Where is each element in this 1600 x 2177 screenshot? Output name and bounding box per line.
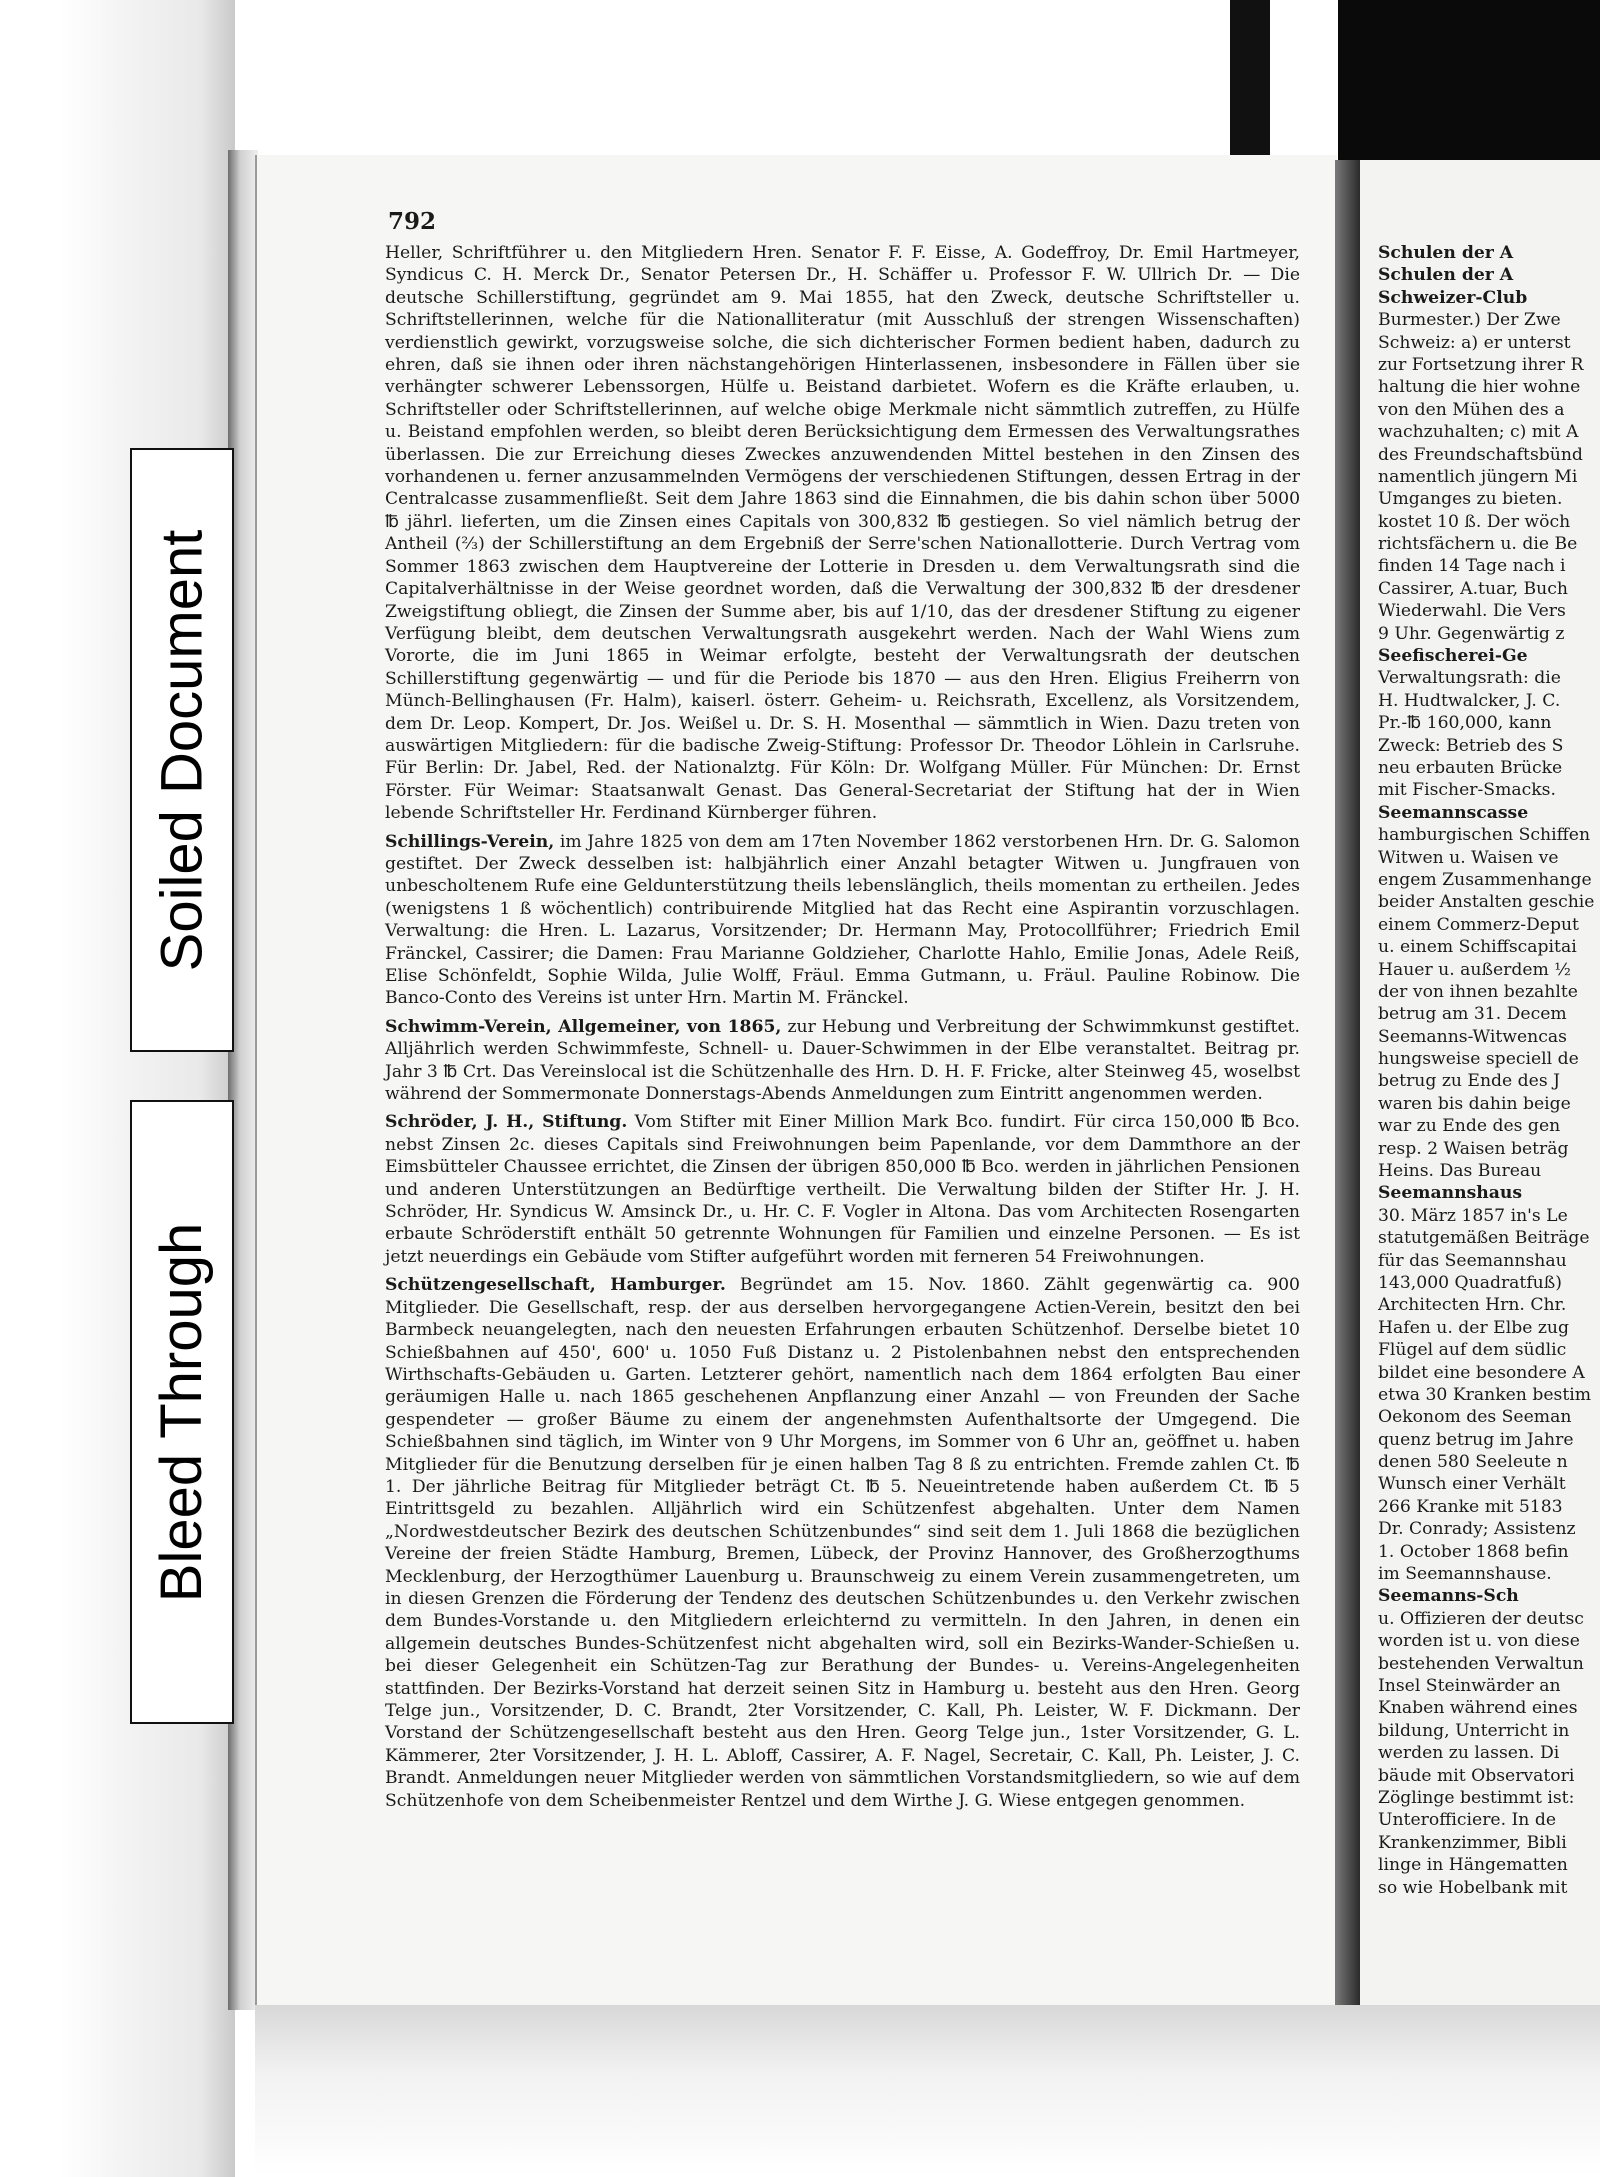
right-column-line: waren bis dahin beige [1378,1093,1571,1114]
right-column-line: resp. 2 Waisen beträg [1378,1138,1569,1159]
right-column-line: der von ihnen bezahlte [1378,981,1578,1002]
right-column-line: Pr.-℔ 160,000, kann [1378,713,1552,734]
right-column-line: Dr. Conrady; Assistenz [1378,1519,1576,1540]
right-column-line: Wunsch einer Verhält [1378,1474,1566,1495]
right-column-line: 266 Kranke mit 5183 [1378,1496,1563,1517]
right-column-line: mit Fischer-Smacks. [1378,780,1556,801]
right-column-line: Zöglinge bestimmt ist: [1378,1787,1575,1808]
right-column-line: Schulen der A [1378,265,1514,286]
right-column-line: von den Mühen des a [1378,399,1565,420]
right-column-line: Seemanns-Witwencas [1378,1026,1567,1047]
right-column-line: beider Anstalten geschie [1378,892,1595,913]
right-column-line: 30. März 1857 in's Le [1378,1205,1568,1226]
right-column-line: so wie Hobelbank mit [1378,1877,1568,1898]
entry-paragraph [385,831,1300,1010]
right-column-line: Wiederwahl. Die Vers [1378,601,1566,622]
right-column-line: denen 580 Seeleute n [1378,1452,1568,1473]
entry-body: Begründet am 15. Nov. 1860. Zählt gegenwärtig ca. 900 Mitglieder. Die Gesellschaft, resp. der aus derselben hervorgegangene Actien-Verein, besitzt den bei Barmbeck neuangelegten, nach den neuesten Erfahrungen erbauten Schützenhof. Derselbe bietet 10 Schießbahnen auf 450', 600' u. 1050 Fuß Distanz u. 2 Pistolenbahnen nebst den entsprechenden Wirthschafts-Gebäuden u. Garten. Letzterer gehört, namentlich nach dem 1864 erfolgten Bau einer geräumigen Halle u. nach 1865 geschehenen Anpflanzung einer Anzahl — von Freunden der Sache gespendeter — großer Bäume zu einem der angenehmsten Aufenthaltsorte der Umgegend. Die Schießbahnen sind täglich, im Winter von 9 Uhr Morgens, im Sommer von 6 Uhr an, geöffnet u. haben Mitglieder für die Benutzung derselben für je einen halben Tag 8 ß zu entrichten. Fremde zahlen Ct. ℔ 1. Der jährliche Beitrag für Mitglieder beträgt Ct. ℔ 5. Neueintretende haben außerdem Ct. ℔ 5 Eintrittsgeld zu bezahlen. Alljährlich wird ein Schützenfest abgehalten. Unter dem Namen „Nordwestdeutscher Bezirk des deutschen Schützenbundes“ sind seit dem 1. Juli 1868 die bezüglichen Vereine der freien Städte Hamburg, Bremen, Lübeck, der Provinz Hannover, des Großherzogthums Mecklenburg, der Herzogthümer Lauenburg u. Braunschweig zu einem Verein zusammengetreten, um in diesen Grenzen die Förderung der Tendenz des deutschen Schützenbundes u. den Verkehr zwischen dem Bundes-Vorstande u. den Mitgliedern erleichternd zu vermitteln. In den Jahren, in denen ein allgemein deutsches Bundes-Schützenfest nicht abgehalten wird, soll ein Bezirks-Wander-Schießen u. bei dieser Gelegenheit ein Schützen-Tag zur Berathung der Bundes- u. Vereins-Angelegenheiten stattfinden. Der Bezirks-Vorstand hat derzeit seinen Sitz in Hamburg u. besteht aus den Hren. Georg Telge jun., Vorsitzender, D. C. Brandt, 2ter Vorsitzender, C. Kall, Ph. Leister, W. F. Dickmann. Der Vorstand der Schützengesellschaft besteht aus den Hren. Georg Telge jun., 1ster Vorsitzender, G. L. Kämmerer, 2ter Vorsitzender, J. H. L. Abloff, Cassirer, A. F. Nagel, Secretair, C. Kall, Ph. Leister, J. C. Brandt. Anmeldungen neuer Mitglieder werden von sämmtlichen Vorstandsmitgliedern, so wie auf dem Schützenhofe von dem Scheibenmeister Rentzel und dem Wirthe J. G. Wiese entgegen genommen. [385,1275,1300,1811]
book-spine [1335,160,1360,2010]
right-column-line: Hauer u. außerdem ½ [1378,959,1571,980]
right-column-line: 1. October 1868 befin [1378,1541,1569,1562]
right-page [1360,160,1600,2010]
entry-body: Vom Stifter mit Einer Million Mark Bco. fundirt. Für circa 150,000 ℔ Bco. nebst Zinsen 2c. dieses Capitals sind Freiwohnungen beim Papenlande, vor dem Dammthore an der Eimsbütteler Chaussee errichtet, die Zinsen der übrigen 850,000 ℔ Bco. werden in jährlichen Pensionen und anderen Unterstützungen an Bedürftige vertheilt. Die Verwaltung bilden der Stifter Hr. J. H. Schröder, Hr. Syndicus W. Amsinck Dr., u. Hr. C. F. Vogler in Altona. Das vom Architecten Rosengarten erbaute Schröderstift enthält 50 getrennte Wohnungen für Familien und einzelne Personen. — Es ist jetzt neuerdings ein Gebäude vom Stifter aufgeführt worden mit ferneren 54 Freiwohnungen. [385,1112,1301,1267]
entry-heading: Schützengesellschaft, Hamburger. [385,1275,726,1296]
right-column-line: hamburgischen Schiffen [1378,825,1591,846]
right-column-line: engem Zusammenhange [1378,869,1592,890]
right-column-line: Zweck: Betrieb des S [1378,735,1564,756]
entry-body: Heller, Schriftführer u. den Mitgliedern Hren. Senator F. F. Eisse, A. Godeffroy, Dr. Emil Hartmeyer, Syndicus C. H. Merck Dr., Senator Petersen Dr., H. Schäffer u. Professor F. W. Ullrich Dr. — Die deutsche Schillerstiftung, gegründet am 9. Mai 1855, hat den Zweck, deutsche Schriftsteller u. Schriftstellerinnen, welche für die Nationalliteratur (mit Ausschluß der strengen Wissenschaften) verdienstlich gewirkt, vorzugsweise solche, die sich dichterischer Formen bedient haben, dadurch zu ehren, daß sie ihnen oder ihren nächstangehörigen Hinterlassenen, insbesondere in Fällen über sie verhängter schwerer Lebenssorgen, Hülfe u. Beistand darbietet. Wofern es die Kräfte erlauben, u. Schriftsteller oder Schriftstellerinnen, auf welche obige Merkmale nicht sämmtlich zutreffen, zu Hülfe u. Beistand empfohlen werden, so bleibt deren Berücksichtigung dem Ermessen des Verwaltungsrathes überlassen. Die zur Erreichung dieses Zweckes anzuwendenden Mittel bestehen in den Zinsen des vorhandenen u. ferner anzusammelnden Vermögens der verschiedenen Stiftungen, dessen Ertrag in der Centralcasse zusammenfließt. Seit dem Jahre 1863 sind die Einnahmen, die bis dahin schon über 5000 ℔ jährl. lieferten, um die Zinsen eines Capitals von 300,832 ℔ gestiegen. So viel nämlich betrug der Antheil (⅔) der Schillerstiftung an dem Ergebniß der Serre'schen Nationallotterie. Durch Vertrag vom Sommer 1863 zwischen dem Hauptvereine der Lotterie in Dresden u. dem Verwaltungsrath sind die Capitalverhältnisse in der Weise geordnet worden, daß die Verwaltung der 300,832 ℔ der dresdener Zweigstiftung obliegt, die Zinsen der Summe aber, bis auf 1/10, das der dresdener Stiftung zu eigener Verfügung bleibt, dem deutschen Verwaltungsrath ausgekehrt werden. Nach der Wahl Wiens zum Vororte, die im Juni 1865 in Weimar erfolgte, besteht der Verwaltungsrath der deutschen Schillerstiftung gegenwärtig — und für die Periode bis 1870 — aus den Hren. Eligius Freiherrn von Münch-Bellinghausen (Fr. Halm), kaiserl. österr. Geheim- u. Reichsrath, Excellenz, als Vorsitzendem, dem Dr. Leop. Kompert, Dr. Jos. Weißel u. Dr. S. H. Mosenthal — sämmtlich in Wien. Dazu treten von auswärtigen Mitgliedern: für die badische Zweig-Stiftung: Professor Dr. Theodor Löhlein in Carlsruhe. Für Berlin: Dr. Jabel, Red. der Nationalztg. Für Köln: Dr. Wolfgang Müller. Für München: Dr. Ernst Förster. Für Weimar: Staatsanwalt Genast. Das General-Secretariat der Stiftung hat der in Wien lebende Schriftsteller Hr. Ferdinand Kürnberger führen. [385,243,1300,824]
right-column-line: statutgemäßen Beiträge [1378,1228,1590,1249]
book-edge-shadow [228,150,258,2010]
right-column-line: betrug am 31. Decem [1378,1004,1567,1025]
right-column-line: werden zu lassen. Di [1378,1743,1560,1764]
right-column-line: Krankenzimmer, Bibli [1378,1832,1567,1853]
right-column-line: linge in Hängematten [1378,1855,1568,1876]
right-column-line: bildung, Unterricht in [1378,1720,1570,1741]
right-column-line: für das Seemannshau [1378,1250,1567,1271]
right-column-line: quenz betrug im Jahre [1378,1429,1574,1450]
entry-body: zur Hebung und Verbreitung der Schwimmkunst gestiftet. Alljährlich werden Schwimmfeste, Schnell- u. Dauer-Schwimmen in der Elbe veranstaltet. Beitrag pr. Jahr 3 ℔ Crt. Das Vereinslocal ist die Schützenhalle des Hrn. D. H. F. Fricke, alter Steinweg 45, woselbst während der Sommermonate Donnerstags-Abends Anmeldungen zum Eintritt angenommen werden. [385,1016,1300,1105]
soiled-document-label-text: Soiled Document [149,529,215,971]
right-column-line: Witwen u. Waisen ve [1378,847,1559,868]
right-column-line: bildet eine besondere A [1378,1362,1585,1383]
entry-paragraph [385,1016,1300,1106]
right-column-line: Flügel auf dem südlic [1378,1340,1567,1361]
right-column-line: war zu Ende des gen [1378,1116,1561,1137]
right-column-line: finden 14 Tage nach i [1378,556,1566,577]
right-column-line: etwa 30 Kranken bestim [1378,1384,1592,1405]
right-column-line: bestehenden Verwaltun [1378,1653,1584,1674]
right-column-line: u. einem Schiffscapitai [1378,937,1577,958]
right-column-line: neu erbauten Brücke [1378,757,1563,778]
right-column-line: Seemannshaus [1378,1183,1523,1204]
right-column-line: Burmester.) Der Zwe [1378,310,1561,331]
right-column-line: hungsweise speciell de [1378,1049,1579,1070]
right-column-line: des Freundschaftsbünd [1378,444,1583,465]
right-column-line: Seefischerei-Ge [1378,646,1528,667]
right-column-line: 143,000 Quadratfuß) [1378,1272,1562,1293]
right-column-line: Hafen u. der Elbe zug [1378,1317,1569,1338]
soiled-document-label [130,448,234,1052]
right-column-line: namentlich jüngern Mi [1378,466,1578,487]
right-column-line: Architecten Hrn. Chr. [1378,1295,1567,1316]
right-column-line: richtsfächern u. die Be [1378,534,1578,555]
entry-body: im Jahre 1825 von dem am 17ten November 1862 verstorbenen Hrn. Dr. G. Salomon gestiftet. Der Zweck desselben ist: halbjährlich einer Anzahl betagter Witwen u. Jungfrauen von unbescholtenem Rufe eine Geldunterstützung theils lebenslänglich, theils momentan zu ertheilen. Jedes (wenigstens 1 ß wöchentlich) contribuirende Mitglied hat das Recht eine Aspirantin vorzuschlagen. Verwaltung: die Hren. L. Lazarus, Vorsitzender; Dr. Hermann May, Protocollführer; Friedrich Emil Fränckel, Cassirer; die Damen: Frau Marianne Goldzieher, Charlotte Hahlo, Emilie Jonas, Adele Reiß, Elise Schönfeldt, Sophie Wilda, Julie Wolff, Fräul. Emma Gutmann, u. Fräul. Pauline Robinow. Die Banco-Conto des Vereins ist unter Hrn. Martin M. Fränckel. [385,831,1301,1009]
bleed-through-label-text: Bleed Through [149,1222,215,1602]
right-column-line: 9 Uhr. Gegenwärtig z [1378,623,1565,644]
main-text-column [385,242,1300,1818]
right-column-text [1378,242,1600,1899]
right-column-line: Seemannscasse [1378,802,1529,823]
right-column-line: worden ist u. von diese [1378,1631,1580,1652]
right-column-line: betrug zu Ende des J [1378,1071,1561,1092]
right-column-line: Insel Steinwärder an [1378,1676,1561,1696]
right-column-line: Unterofficiere. In de [1378,1810,1557,1831]
right-column-line: Oekonom des Seeman [1378,1407,1572,1428]
right-column-line: Schulen der A [1378,243,1514,263]
scan-dark-corner [1338,0,1600,180]
entry-heading: Schwimm-Verein, Allgemeiner, von 1865, [385,1016,782,1037]
scan-dark-strip [1230,0,1270,165]
right-column-line: Umganges zu bieten. [1378,489,1563,510]
right-column-line: Heins. Das Bureau [1378,1161,1542,1182]
entry-heading: Schröder, J. H., Stiftung. [385,1112,628,1133]
right-column-line: Cassirer, A.tuar, Buch [1378,578,1568,599]
right-column-line: haltung die hier wohne [1378,377,1581,398]
right-column-line: Verwaltungsrath: die [1378,668,1561,689]
right-column-line: kostet 10 ß. Der wöch [1378,511,1571,532]
right-column-line: wachzuhalten; c) mit A [1378,422,1579,443]
right-column-line: Schweizer-Club [1378,287,1528,308]
right-column-line: bäude mit Observatori [1378,1765,1575,1786]
right-column-line: zur Fortsetzung ihrer R [1378,354,1584,375]
right-column-line: Knaben während eines [1378,1698,1578,1719]
right-column-line: Schweiz: a) er unterst [1378,332,1571,353]
bleed-through-label [130,1100,234,1724]
right-column-line: Seemanns-Sch [1378,1586,1519,1607]
entry-paragraph [385,1111,1300,1268]
entry-paragraph [385,242,1300,825]
page-number: 792 [388,208,437,235]
right-column-line: u. Offizieren der deutsc [1378,1608,1584,1629]
right-column-line: einem Commerz-Deput [1378,914,1579,935]
entry-paragraph [385,1274,1300,1812]
right-column-line: im Seemannshause. [1378,1564,1552,1585]
scan-background-left [0,0,235,2177]
right-column-line: H. Hudtwalcker, J. C. [1378,690,1561,711]
scan-bottom-edge [255,2005,1600,2177]
entry-heading: Schillings-Verein, [385,831,555,852]
